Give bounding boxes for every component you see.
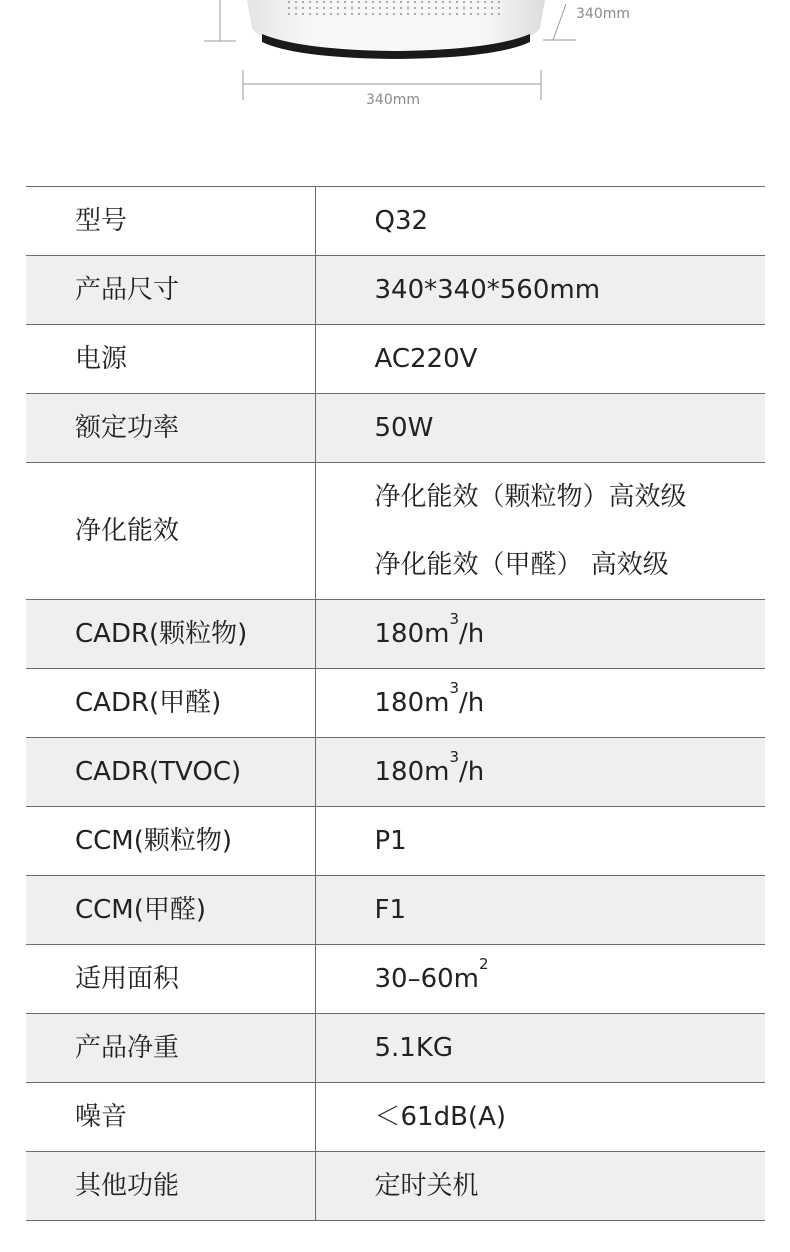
spec-value-exponent: 2 xyxy=(479,955,489,973)
spec-value-line: 净化能效（颗粒物）高效级 xyxy=(374,482,687,512)
spec-label: 适用面积 xyxy=(26,945,315,1014)
purifier-dimension-illustration xyxy=(0,0,790,150)
spec-label: 产品尺寸 xyxy=(26,256,315,325)
spec-value xyxy=(315,945,765,1014)
spec-value-number: 180m xyxy=(374,619,450,649)
bottom-dimension-label: 340mm xyxy=(366,92,420,108)
spec-value-line: 净化能效（甲醛） 高效级 xyxy=(374,550,669,580)
table-row xyxy=(26,256,765,325)
spec-value: 定时关机 xyxy=(315,1152,765,1221)
spec-label: 噪音 xyxy=(26,1083,315,1152)
table-row xyxy=(26,187,765,256)
table-row xyxy=(26,1014,765,1083)
spec-value: 50W xyxy=(315,394,765,463)
spec-label: 产品净重 xyxy=(26,1014,315,1083)
spec-value xyxy=(315,669,765,738)
spec-value-exponent: 3 xyxy=(449,679,459,697)
spec-label: 型号 xyxy=(26,187,315,256)
spec-value-unit: /h xyxy=(459,619,485,649)
table-row xyxy=(26,1152,765,1221)
spec-label: 净化能效 xyxy=(26,463,315,600)
spec-label: CADR(TVOC) xyxy=(26,738,315,807)
spec-value-number: 180m xyxy=(374,757,450,787)
spec-value-number: 30–60m xyxy=(374,964,479,994)
spec-label: 电源 xyxy=(26,325,315,394)
spec-value-unit: /h xyxy=(459,688,485,718)
spec-value: Q32 xyxy=(374,206,429,236)
spec-value xyxy=(315,738,765,807)
spec-label: CADR(甲醛) xyxy=(26,669,315,738)
table-row xyxy=(26,463,765,600)
table-row xyxy=(26,876,765,945)
table-row xyxy=(26,600,765,669)
table-row xyxy=(26,325,765,394)
spec-value xyxy=(315,600,765,669)
table-row xyxy=(26,669,765,738)
product-image-area xyxy=(0,0,790,150)
spec-value: 340*340*560mm xyxy=(315,256,765,325)
table-row xyxy=(26,738,765,807)
side-dimension-label: 340mm xyxy=(576,6,630,22)
spec-value: P1 xyxy=(374,826,407,856)
spec-value xyxy=(315,463,765,600)
table-row xyxy=(26,394,765,463)
spec-label: 其他功能 xyxy=(26,1152,315,1221)
table-row xyxy=(26,1083,765,1152)
spec-label: CADR(颗粒物) xyxy=(26,600,315,669)
spec-value-exponent: 3 xyxy=(449,748,459,766)
spec-label: 额定功率 xyxy=(26,394,315,463)
spec-value-number: 180m xyxy=(374,688,450,718)
table-row xyxy=(26,945,765,1014)
spec-table xyxy=(26,186,765,1221)
spec-value-exponent: 3 xyxy=(449,610,459,628)
spec-label: CCM(颗粒物) xyxy=(26,807,315,876)
spec-label: CCM(甲醛) xyxy=(26,876,315,945)
table-row xyxy=(26,807,765,876)
spec-value: AC220V xyxy=(374,344,478,374)
spec-value: F1 xyxy=(315,876,765,945)
spec-value: 5.1KG xyxy=(315,1014,765,1083)
spec-value: ＜61dB(A) xyxy=(374,1102,506,1132)
spec-value-unit: /h xyxy=(459,757,485,787)
